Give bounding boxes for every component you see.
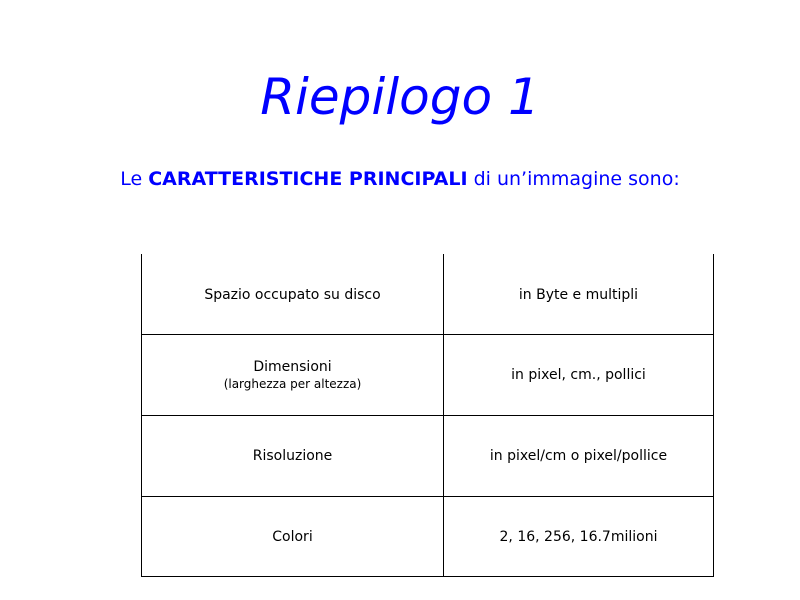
row-label: Colori xyxy=(272,528,313,545)
row-label-cell xyxy=(142,416,443,496)
subtitle-prefix: Le xyxy=(120,168,149,190)
row-value-cell xyxy=(443,497,713,576)
table-row xyxy=(142,334,713,415)
subtitle-emphasis: CARATTERISTICHE PRINCIPALI xyxy=(148,168,468,190)
row-label-cell xyxy=(142,335,443,415)
row-label-cell xyxy=(142,497,443,576)
row-label-cell xyxy=(142,254,443,335)
row-value: in Byte e multipli xyxy=(518,286,639,303)
subtitle xyxy=(0,165,800,193)
row-value-cell xyxy=(443,254,713,335)
row-value: in pixel/cm o pixel/pollice xyxy=(489,448,668,464)
subtitle-suffix: di un’immagine sono: xyxy=(467,168,680,190)
table-row xyxy=(142,254,713,335)
page-title: Riepilogo 1 xyxy=(260,68,540,126)
row-value: in pixel, cm., pollici xyxy=(511,367,646,383)
row-value-cell xyxy=(443,416,713,496)
characteristics-table xyxy=(141,254,714,577)
row-label: Risoluzione xyxy=(252,448,333,464)
row-value-cell xyxy=(443,335,713,415)
row-label: Dimensioni xyxy=(253,359,332,375)
table-row xyxy=(142,415,713,496)
row-label: Spazio occupato su disco xyxy=(204,286,381,303)
row-value: 2, 16, 256, 16.7milioni xyxy=(499,528,658,545)
table-row xyxy=(142,496,713,576)
row-note: (larghezza per altezza) xyxy=(223,377,362,391)
